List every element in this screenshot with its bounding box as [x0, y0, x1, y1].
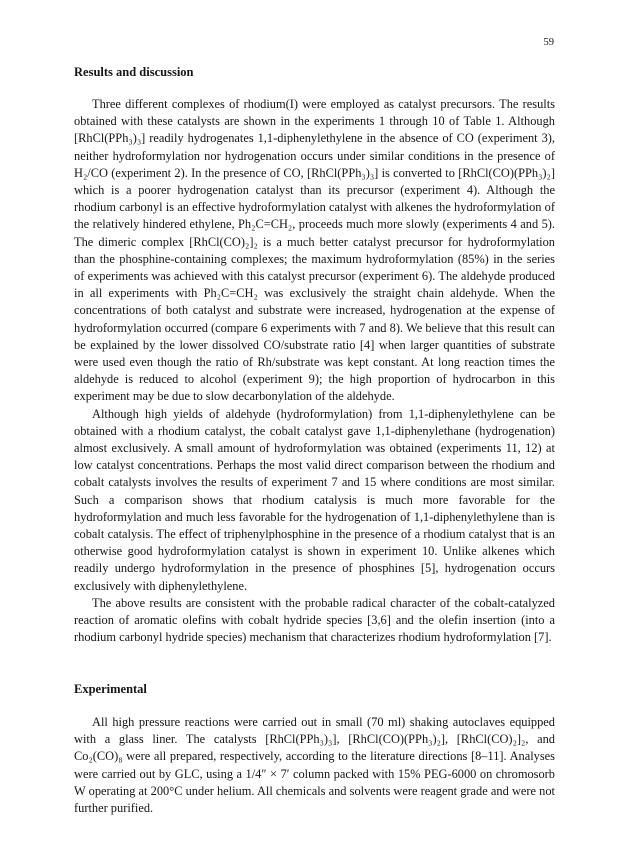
results-body [74, 96, 555, 647]
results-paragraph-3: The above results are consistent with the probable radical character of the cobalt-catalyzed reaction of aromatic olefins with cobalt hydride species [3,6] and the olefin insertion (into a rhodium carbonyl hydride species) mechanism that characterizes rhodium hydroformylation [7]. [74, 595, 555, 645]
experimental-paragraph-1: All high pressure reactions were carried out in small (70 ml) shaking autoclaves equipped with a glass liner. The catalysts [RhCl(PPh₃)₃], [RhCl(CO)(PPh₃)₂], [RhCl(CO)₂]₂, and Co₂(CO)₈ were all prepared, respectively, according to the literature directions [8–11]. Analyses were carried out by GLC, using a 1/4″ × 7′ column packed with 15% PEG-6000 on chromosorb W operating at 200°C under helium. All chemicals and solvents were reagent grade and were not further purified. [74, 715, 555, 816]
results-paragraph-1: Three different complexes of rhodium(I) were employed as catalyst precursors. The results obtained with these catalysts are shown in the experiments 1 through 10 of Table 1. Although [RhCl(PPh₃)₃] readily hydrogenates 1,1-diphenylethylene in the absence of CO (experiment 3), neither hydroformylation nor hydrogenation occurs under similar conditions in the presence of H₂/CO (experiment 2). In the presence of CO, [RhCl(PPh₃)₃] is converted to [RhCl(CO)(PPh₃)₂] which is a poorer hydrogenation catalyst than its precursor (experiment 4). Although the rhodium carbonyl is an effective hydroformylation catalyst with alkenes the hydroformylation of the relatively hindered ethylene, Ph₂C=CH₂, proceeds much more slowly (experiments 4 and 5). The dimeric complex [RhCl(CO)₂]₂ is a much better catalyst precursor for hydroformylation than the phosphine-containing complexes; the maximum hydroformylation (85%) in the series of experiments was achieved with this catalyst precursor (experiment 6). The aldehyde produced in all experiments with Ph₂C=CH₂ was exclusively the straight chain aldehyde. When the concentrations of both catalyst and substrate were increased, hydrogenation at the expense of hydroformylation occurred (compare 6 experiments with 7 and 8). We believe that this result can be explained by the lower dissolved CO/substrate ratio [4] when larger quantities of substrate were used even though the ratio of Rh/substrate was kept constant. At long reaction times the aldehyde is reduced to alcohol (experiment 9); the high proportion of hydrocarbon in this experiment may be due to slow decarbonylation of the aldehyde. [74, 97, 555, 404]
results-heading: Results and discussion [74, 65, 194, 79]
experimental-body [74, 714, 555, 817]
experimental-heading: Experimental [74, 682, 147, 696]
page-number: 59 [543, 37, 554, 48]
results-paragraph-2: Although high yields of aldehyde (hydroformylation) from 1,1-diphenylethylene can be obtained with a rhodium catalyst, the cobalt catalyst gave 1,1-diphenylethane (hydrogenation) almost exclusively. A small amount of hydroformylation was obtained (experiments 11, 12) at low catalyst concentrations. Perhaps the most valid direct comparison between the rhodium and cobalt catalysts involves the results of experiment 7 and 15 where conditions are most similar. Such a comparison shows that rhodium catalysis is much more favorable for the hydroformylation and much less favorable for the hydrogenation of 1,1-diphenylethylene than is cobalt catalysis. The effect of triphenylphosphine in the presence of a rhodium catalyst that is an otherwise good hydroformylation catalyst is shown in experiment 10. Unlike alkenes which readily undergo hydroformylation in the presence of phosphines [5], hydrogenation occurs exclusively with diphenylethylene. [74, 406, 555, 593]
